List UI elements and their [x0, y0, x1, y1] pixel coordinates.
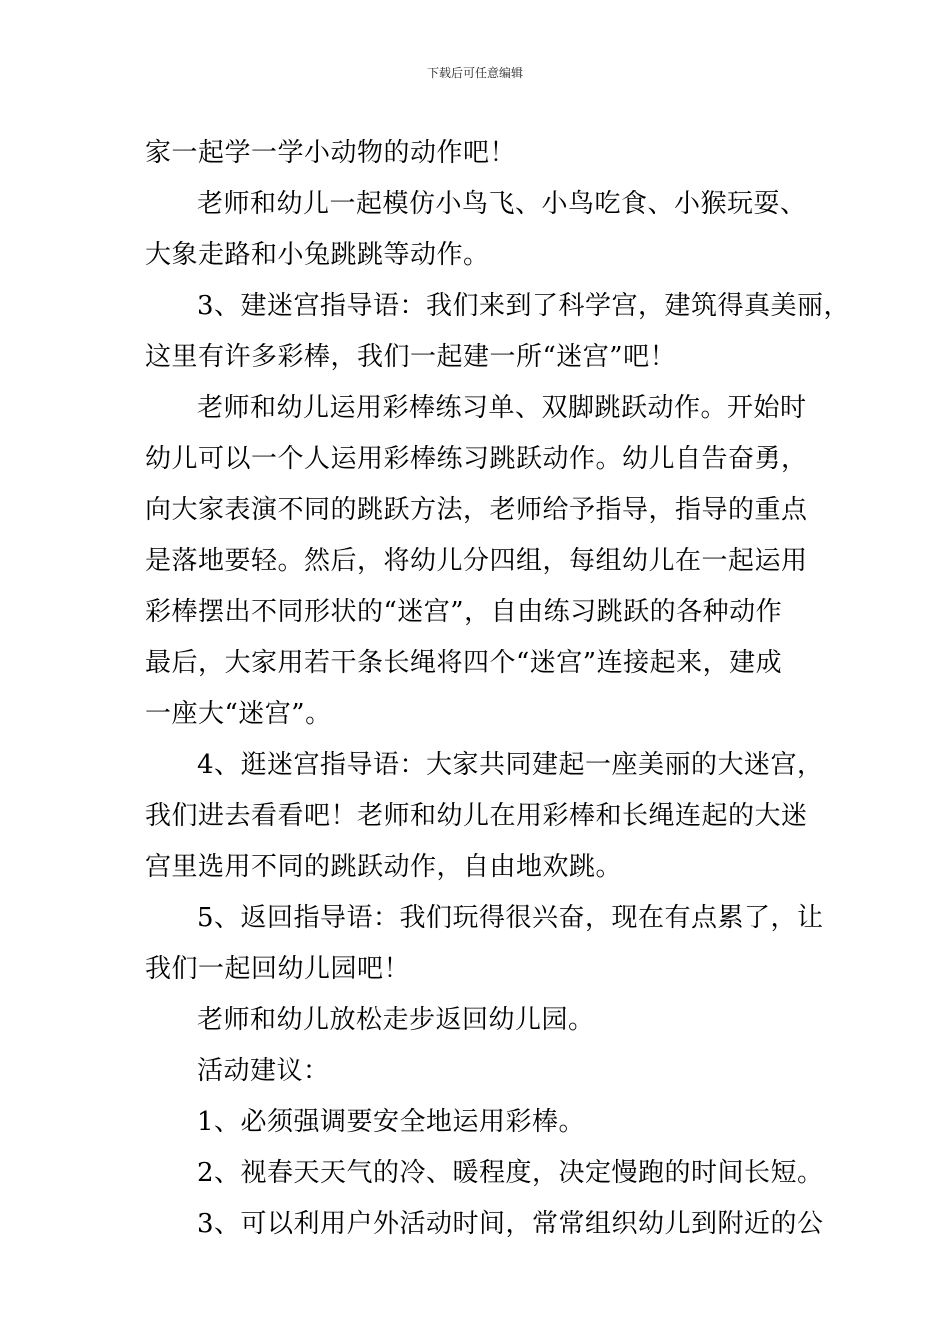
text-line: 我们进去看看吧！老师和幼儿在用彩棒和长绳连起的大迷 — [145, 801, 808, 831]
text-line: 活动建议： — [197, 1056, 330, 1086]
text-line: 最后，大家用若干条长绳将四个“迷宫”连接起来，建成 — [145, 648, 783, 678]
text-line: 3、可以利用户外活动时间，常常组织幼儿到附近的公 — [197, 1209, 824, 1239]
text-line: 幼儿可以一个人运用彩棒练习跳跃动作。幼儿自告奋勇， — [145, 444, 808, 474]
text-line: 老师和幼儿运用彩棒练习单、双脚跳跃动作。开始时 — [197, 393, 807, 423]
text-line: 家一起学一学小动物的动作吧！ — [145, 138, 517, 168]
text-line: 5、返回指导语：我们玩得很兴奋，现在有点累了，让 — [197, 903, 824, 933]
text-line: 老师和幼儿一起模仿小鸟飞、小鸟吃食、小猴玩耍、 — [197, 189, 807, 219]
text-line: 是落地要轻。然后，将幼儿分四组，每组幼儿在一起运用 — [145, 546, 808, 576]
text-line: 一座大“迷宫”。 — [145, 699, 332, 729]
text-line: 4、逛迷宫指导语：大家共同建起一座美丽的大迷宫， — [197, 750, 824, 780]
page-header-note: 下载后可任意编辑 — [426, 66, 523, 80]
text-line: 这里有许多彩棒，我们一起建一所“迷宫”吧！ — [145, 342, 677, 372]
text-line: 彩棒摆出不同形状的“迷宫”，自由练习跳跃的各种动作 — [145, 597, 783, 627]
text-line: 宫里选用不同的跳跃动作，自由地欢跳。 — [145, 852, 623, 882]
document-body — [145, 128, 851, 1250]
text-line: 2、视春天天气的冷、暖程度，决定慢跑的时间长短。 — [197, 1158, 824, 1188]
text-line: 向大家表演不同的跳跃方法，老师给予指导，指导的重点 — [145, 495, 808, 525]
text-line: 老师和幼儿放松走步返回幼儿园。 — [197, 1005, 595, 1035]
text-line: 我们一起回幼儿园吧！ — [145, 954, 411, 984]
text-line: 1、必须强调要安全地运用彩棒。 — [197, 1107, 586, 1137]
text-line: 3、建迷宫指导语：我们来到了科学宫，建筑得真美丽， — [197, 291, 851, 321]
text-line: 大象走路和小兔跳跳等动作。 — [145, 240, 490, 270]
